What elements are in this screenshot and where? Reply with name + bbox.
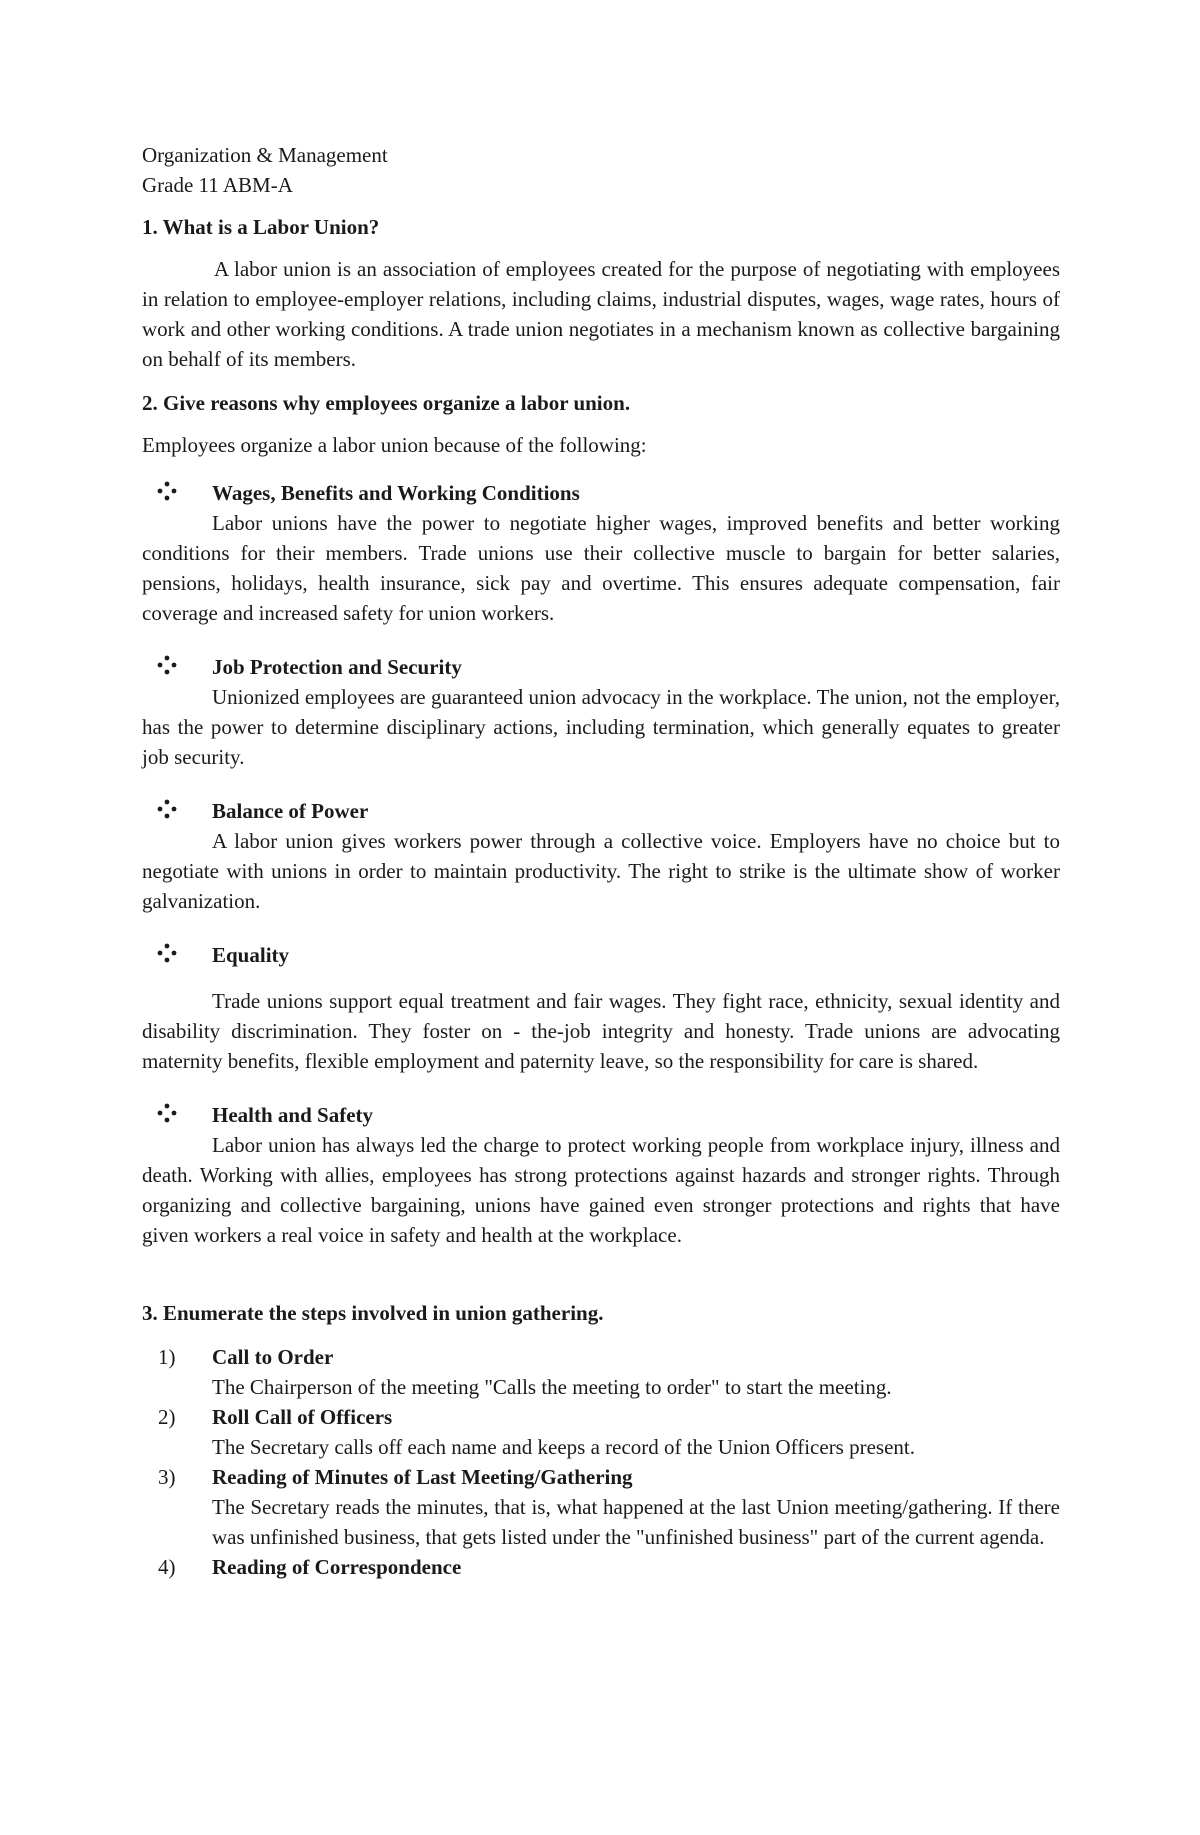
reason-title: Equality xyxy=(212,943,290,967)
diamond-bullet-icon xyxy=(156,480,178,502)
reason-item xyxy=(142,940,1060,1076)
reason-item xyxy=(142,796,1060,916)
reason-item xyxy=(142,1100,1060,1250)
step-number: 4) xyxy=(158,1555,176,1579)
step-title: Reading of Minutes of Last Meeting/Gathering xyxy=(212,1465,633,1489)
diamond-bullet-icon xyxy=(156,798,178,820)
reason-title: Health and Safety xyxy=(212,1103,374,1127)
step-text: The Secretary reads the minutes, that is, what happened at the last Union meeting/gathering. If there was unfinished business, that gets listed under the "unfinished business" part of the current agenda. xyxy=(212,1495,1060,1549)
step-text: The Chairperson of the meeting "Calls the meeting to order" to start the meeting. xyxy=(212,1375,892,1399)
reason-item xyxy=(142,478,1060,628)
step-item xyxy=(142,1552,1060,1582)
course-title: Organization & Management xyxy=(142,143,388,167)
question-2-intro: Employees organize a labor union because of the following: xyxy=(142,433,647,457)
reason-title: Wages, Benefits and Working Conditions xyxy=(212,481,580,505)
step-title: Call to Order xyxy=(212,1345,334,1369)
step-item xyxy=(142,1342,1060,1402)
grade-section: Grade 11 ABM-A xyxy=(142,173,293,197)
reason-text: Unionized employees are guaranteed union advocacy in the workplace. The union, not the employer, has the power to determine disciplinary actions, including termination, which generally equates to greater job security. xyxy=(142,685,1060,769)
reason-item xyxy=(142,652,1060,772)
step-title: Reading of Correspondence xyxy=(212,1555,462,1579)
document-page xyxy=(142,140,1060,1582)
reason-title: Job Protection and Security xyxy=(212,655,462,679)
reason-text: Labor union has always led the charge to protect working people from workplace injury, illness and death. Working with allies, employees has strong protections against hazards and stronger rights. Through organizing and collective bargaining, unions have gained even stronger protections and rights that have given workers a real voice in safety and health at the workplace. xyxy=(142,1133,1060,1247)
reason-text: A labor union gives workers power through a collective voice. Employers have no choice but to negotiate with unions in order to maintain productivity. The right to strike is the ultimate show of worker galvanization. xyxy=(142,829,1060,913)
diamond-bullet-icon xyxy=(156,1102,178,1124)
reason-text: Trade unions support equal treatment and fair wages. They fight race, ethnicity, sexual identity and disability discrimination. They foster on - the-job integrity and honesty. Trade unions are advocating maternity benefits, flexible employment and paternity leave, so the responsibility for care is shared. xyxy=(142,989,1060,1073)
step-number: 3) xyxy=(158,1465,176,1489)
question-2-heading: 2. Give reasons why employees organize a labor union. xyxy=(142,391,631,415)
question-1-answer: A labor union is an association of employees created for the purpose of negotiating with employees in relation to employee-employer relations, including claims, industrial disputes, wages, wage rates, hours of work and other working conditions. A trade union negotiates in a mechanism known as collective bargaining on behalf of its members. xyxy=(142,257,1060,371)
step-title: Roll Call of Officers xyxy=(212,1405,393,1429)
step-item xyxy=(142,1402,1060,1462)
reason-text: Labor unions have the power to negotiate higher wages, improved benefits and better working conditions for their members. Trade unions use their collective muscle to bargain for better salaries, pensions, holidays, health insurance, sick pay and overtime. This ensures adequate compensation, fair coverage and increased safety for union workers. xyxy=(142,511,1060,625)
step-number: 2) xyxy=(158,1405,176,1429)
step-text: The Secretary calls off each name and keeps a record of the Union Officers present. xyxy=(212,1435,915,1459)
question-1-heading: 1. What is a Labor Union? xyxy=(142,215,380,239)
step-number: 1) xyxy=(158,1345,176,1369)
diamond-bullet-icon xyxy=(156,654,178,676)
step-item xyxy=(142,1462,1060,1552)
reason-title: Balance of Power xyxy=(212,799,369,823)
question-3-heading: 3. Enumerate the steps involved in union gathering. xyxy=(142,1301,604,1325)
diamond-bullet-icon xyxy=(156,942,178,964)
